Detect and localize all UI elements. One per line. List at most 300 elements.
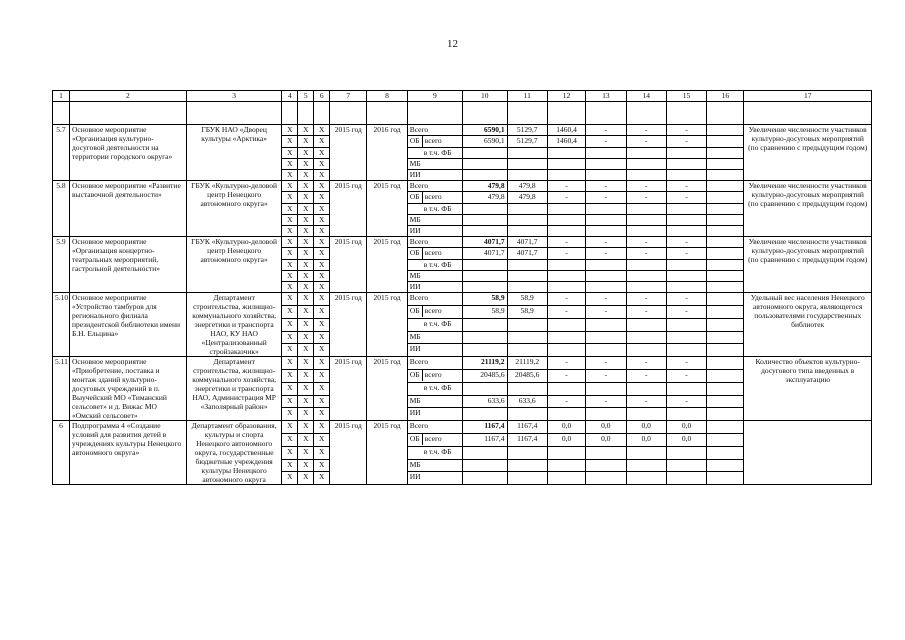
source-mb: МБ bbox=[407, 331, 462, 344]
x-mark: Х bbox=[314, 181, 330, 192]
value-cell bbox=[547, 472, 585, 485]
start-year: 2015 год bbox=[330, 125, 367, 181]
x-mark: Х bbox=[314, 226, 330, 237]
source-mb: МБ bbox=[407, 271, 462, 282]
x-mark: Х bbox=[282, 260, 298, 271]
x-mark: Х bbox=[298, 204, 314, 215]
value-cell bbox=[507, 226, 547, 237]
value-cell: - bbox=[586, 395, 626, 408]
x-mark: Х bbox=[314, 260, 330, 271]
value-cell bbox=[626, 447, 666, 460]
start-year: 2015 год bbox=[330, 181, 367, 237]
value-cell bbox=[462, 260, 507, 271]
x-mark: Х bbox=[314, 271, 330, 282]
value-cell: - bbox=[666, 192, 706, 204]
value-cell bbox=[707, 148, 744, 159]
program-table bbox=[52, 90, 872, 485]
value-cell bbox=[626, 159, 666, 170]
expected-result: Удельный вес населения Ненецкого автономного округа, являющегося пользователями государственных библиотек bbox=[744, 293, 872, 357]
source-ob bbox=[407, 192, 462, 204]
value-cell bbox=[586, 447, 626, 460]
value-cell bbox=[707, 433, 744, 447]
value-cell bbox=[707, 226, 744, 237]
value-cell bbox=[547, 260, 585, 271]
value-cell: 0,0 bbox=[547, 433, 585, 447]
value-cell bbox=[707, 421, 744, 434]
column-header: 3 bbox=[186, 91, 282, 102]
value-cell: - bbox=[626, 357, 666, 370]
x-mark: Х bbox=[282, 192, 298, 204]
source-ob bbox=[407, 433, 462, 447]
value-cell bbox=[666, 260, 706, 271]
source-ob-label: ОБ bbox=[408, 306, 423, 317]
value-cell: - bbox=[666, 136, 706, 148]
x-mark: Х bbox=[314, 319, 330, 332]
value-cell bbox=[586, 383, 626, 396]
value-cell bbox=[626, 282, 666, 293]
value-cell bbox=[507, 383, 547, 396]
x-mark: Х bbox=[314, 204, 330, 215]
source-total: Всего bbox=[407, 421, 462, 434]
value-cell: - bbox=[626, 181, 666, 192]
x-mark: Х bbox=[282, 331, 298, 344]
x-mark: Х bbox=[282, 159, 298, 170]
value-cell bbox=[666, 408, 706, 421]
x-mark: Х bbox=[298, 271, 314, 282]
spacer-row bbox=[53, 102, 872, 125]
value-cell bbox=[462, 204, 507, 215]
source-ii: ИИ bbox=[407, 408, 462, 421]
value-cell: 1460,4 bbox=[547, 125, 585, 136]
x-mark: Х bbox=[298, 136, 314, 148]
table-row bbox=[53, 125, 872, 136]
value-cell bbox=[547, 271, 585, 282]
row-number: 5.9 bbox=[53, 237, 70, 293]
column-header: 17 bbox=[744, 91, 872, 102]
value-cell bbox=[462, 319, 507, 332]
value-cell: - bbox=[547, 369, 585, 383]
value-cell: - bbox=[586, 192, 626, 204]
value-cell bbox=[707, 344, 744, 357]
source-ob-total-label: всего bbox=[424, 305, 442, 315]
value-cell bbox=[547, 383, 585, 396]
value-cell: - bbox=[666, 237, 706, 248]
column-header: 15 bbox=[666, 91, 706, 102]
x-mark: Х bbox=[298, 260, 314, 271]
header-row bbox=[53, 91, 872, 102]
expected-result: Увеличение численности участников культурно-досуговых мероприятий (по сравнению с предыдущим годом) bbox=[744, 181, 872, 237]
value-cell: - bbox=[666, 293, 706, 306]
value-cell: - bbox=[626, 136, 666, 148]
value-cell bbox=[707, 204, 744, 215]
measure-name: Основное мероприятие «Организация культурно-досуговой деятельности на территории городского округа» bbox=[69, 125, 186, 181]
value-cell bbox=[666, 319, 706, 332]
executor: Департамент строительства, жилищно-коммунального хозяйства, энергетики и транспорта НАО, КУ НАО «Централизованный стройзаказчик» bbox=[186, 293, 282, 357]
value-cell: 4071,7 bbox=[462, 248, 507, 260]
value-cell bbox=[586, 226, 626, 237]
source-ob-total-label: всего bbox=[424, 433, 442, 443]
source-ob-total-label: всего bbox=[424, 248, 442, 257]
value-cell bbox=[626, 204, 666, 215]
start-year: 2015 год bbox=[330, 237, 367, 293]
value-cell bbox=[586, 170, 626, 181]
value-cell bbox=[666, 344, 706, 357]
value-cell bbox=[666, 148, 706, 159]
value-cell: - bbox=[586, 357, 626, 370]
x-mark: Х bbox=[314, 305, 330, 319]
x-mark: Х bbox=[314, 282, 330, 293]
x-mark: Х bbox=[314, 357, 330, 370]
value-cell bbox=[707, 319, 744, 332]
value-cell bbox=[666, 459, 706, 472]
value-cell: 1167,4 bbox=[462, 433, 507, 447]
value-cell: 4071,7 bbox=[462, 237, 507, 248]
value-cell: - bbox=[626, 192, 666, 204]
value-cell bbox=[547, 447, 585, 460]
x-mark: Х bbox=[298, 192, 314, 204]
x-mark: Х bbox=[298, 472, 314, 485]
value-cell bbox=[707, 248, 744, 260]
x-mark: Х bbox=[298, 433, 314, 447]
x-mark: Х bbox=[282, 357, 298, 370]
value-cell: 479,8 bbox=[462, 181, 507, 192]
table-row bbox=[53, 237, 872, 248]
value-cell bbox=[707, 447, 744, 460]
value-cell bbox=[707, 181, 744, 192]
column-header: 5 bbox=[298, 91, 314, 102]
value-cell bbox=[586, 271, 626, 282]
value-cell bbox=[707, 271, 744, 282]
x-mark: Х bbox=[298, 248, 314, 260]
value-cell bbox=[462, 344, 507, 357]
value-cell bbox=[507, 260, 547, 271]
x-mark: Х bbox=[298, 226, 314, 237]
row-number: 5.8 bbox=[53, 181, 70, 237]
column-header: 7 bbox=[330, 91, 367, 102]
value-cell bbox=[586, 204, 626, 215]
column-header: 1 bbox=[53, 91, 70, 102]
x-mark: Х bbox=[282, 237, 298, 248]
value-cell: 0,0 bbox=[586, 421, 626, 434]
executor: Департамент строительства, жилищно-коммунального хозяйства, энергетики и транспорта НАО, Администрация МР «Заполярный район» bbox=[186, 357, 282, 421]
value-cell: - bbox=[547, 293, 585, 306]
executor: ГБУК НАО «Дворец культуры «Арктика» bbox=[186, 125, 282, 181]
value-cell bbox=[626, 226, 666, 237]
value-cell: - bbox=[547, 395, 585, 408]
value-cell: - bbox=[626, 293, 666, 306]
x-mark: Х bbox=[314, 344, 330, 357]
x-mark: Х bbox=[282, 226, 298, 237]
value-cell bbox=[547, 170, 585, 181]
value-cell bbox=[626, 459, 666, 472]
x-mark: Х bbox=[314, 433, 330, 447]
value-cell: 479,8 bbox=[507, 181, 547, 192]
value-cell bbox=[586, 215, 626, 226]
value-cell bbox=[586, 331, 626, 344]
value-cell bbox=[462, 215, 507, 226]
start-year: 2015 год bbox=[330, 357, 367, 421]
value-cell bbox=[507, 344, 547, 357]
source-total: Всего bbox=[407, 237, 462, 248]
value-cell: 58,9 bbox=[507, 293, 547, 306]
expected-result: Увеличение численности участников культурно-досуговых мероприятий (по сравнению с предыдущим годом) bbox=[744, 125, 872, 181]
source-ob-label: ОБ bbox=[408, 136, 423, 147]
source-mb: МБ bbox=[407, 459, 462, 472]
value-cell bbox=[707, 192, 744, 204]
column-header: 11 bbox=[507, 91, 547, 102]
value-cell: - bbox=[586, 248, 626, 260]
x-mark: Х bbox=[314, 383, 330, 396]
end-year: 2015 год bbox=[367, 293, 407, 357]
x-mark: Х bbox=[314, 369, 330, 383]
value-cell: 58,9 bbox=[507, 305, 547, 319]
x-mark: Х bbox=[314, 293, 330, 306]
value-cell bbox=[507, 472, 547, 485]
executor: Департамент образования, культуры и спорта Ненецкого автономного округа, государственные бюджетные учреждения культуры Ненецкого автономного округа bbox=[186, 421, 282, 485]
page-number: 12 bbox=[447, 38, 458, 50]
x-mark: Х bbox=[314, 459, 330, 472]
x-mark: Х bbox=[298, 447, 314, 460]
value-cell bbox=[462, 148, 507, 159]
value-cell: 20485,6 bbox=[507, 369, 547, 383]
source-fb: в т.ч. ФБ bbox=[407, 447, 462, 460]
value-cell bbox=[707, 472, 744, 485]
value-cell bbox=[707, 459, 744, 472]
value-cell: - bbox=[547, 192, 585, 204]
x-mark: Х bbox=[282, 344, 298, 357]
table-row bbox=[53, 293, 872, 306]
value-cell: - bbox=[586, 125, 626, 136]
value-cell: - bbox=[626, 125, 666, 136]
value-cell: - bbox=[547, 237, 585, 248]
value-cell bbox=[707, 331, 744, 344]
end-year: 2015 год bbox=[367, 421, 407, 485]
value-cell: 5129,7 bbox=[507, 125, 547, 136]
value-cell bbox=[547, 215, 585, 226]
column-header: 6 bbox=[314, 91, 330, 102]
source-ob-label: ОБ bbox=[408, 434, 423, 445]
value-cell bbox=[666, 472, 706, 485]
x-mark: Х bbox=[314, 447, 330, 460]
x-mark: Х bbox=[298, 331, 314, 344]
measure-name: Подпрограмма 4 «Создание условий для развития детей в учреждениях культуры Ненецкого автономного округа» bbox=[69, 421, 186, 485]
value-cell bbox=[626, 148, 666, 159]
x-mark: Х bbox=[314, 192, 330, 204]
x-mark: Х bbox=[282, 447, 298, 460]
value-cell bbox=[666, 271, 706, 282]
value-cell: - bbox=[586, 136, 626, 148]
value-cell: 6590,1 bbox=[462, 136, 507, 148]
value-cell: 4071,7 bbox=[507, 248, 547, 260]
value-cell bbox=[507, 282, 547, 293]
x-mark: Х bbox=[282, 319, 298, 332]
source-ii: ИИ bbox=[407, 344, 462, 357]
value-cell bbox=[586, 344, 626, 357]
value-cell bbox=[666, 383, 706, 396]
value-cell: - bbox=[626, 248, 666, 260]
x-mark: Х bbox=[314, 331, 330, 344]
value-cell: - bbox=[626, 395, 666, 408]
value-cell bbox=[666, 447, 706, 460]
x-mark: Х bbox=[282, 293, 298, 306]
value-cell bbox=[707, 125, 744, 136]
table-row bbox=[53, 181, 872, 192]
measure-name: Основное мероприятие «Развитие выставочной деятельности» bbox=[69, 181, 186, 237]
measure-name: Основное мероприятие «Приобретение, поставка и монтаж зданий культурно-досуговых учреждений в п. Выучейский МО «Тиманский сельсовет» и д. Вижас МО «Омский сельсовет» bbox=[69, 357, 186, 421]
x-mark: Х bbox=[298, 148, 314, 159]
value-cell bbox=[507, 170, 547, 181]
value-cell bbox=[707, 215, 744, 226]
value-cell: - bbox=[666, 357, 706, 370]
column-header: 10 bbox=[462, 91, 507, 102]
start-year: 2015 год bbox=[330, 293, 367, 357]
x-mark: Х bbox=[314, 159, 330, 170]
value-cell: - bbox=[586, 305, 626, 319]
value-cell bbox=[507, 319, 547, 332]
value-cell: 633,6 bbox=[462, 395, 507, 408]
value-cell bbox=[507, 148, 547, 159]
row-number: 6 bbox=[53, 421, 70, 485]
value-cell bbox=[547, 159, 585, 170]
x-mark: Х bbox=[282, 125, 298, 136]
value-cell bbox=[586, 159, 626, 170]
source-mb: МБ bbox=[407, 215, 462, 226]
x-mark: Х bbox=[282, 408, 298, 421]
value-cell bbox=[626, 383, 666, 396]
value-cell bbox=[707, 369, 744, 383]
x-mark: Х bbox=[298, 395, 314, 408]
value-cell: 633,6 bbox=[507, 395, 547, 408]
value-cell bbox=[626, 260, 666, 271]
x-mark: Х bbox=[314, 408, 330, 421]
x-mark: Х bbox=[282, 305, 298, 319]
column-header: 4 bbox=[282, 91, 298, 102]
source-total: Всего bbox=[407, 293, 462, 306]
source-fb: в т.ч. ФБ bbox=[407, 148, 462, 159]
source-fb: в т.ч. ФБ bbox=[407, 319, 462, 332]
value-cell bbox=[462, 271, 507, 282]
x-mark: Х bbox=[298, 459, 314, 472]
value-cell: - bbox=[586, 181, 626, 192]
value-cell bbox=[462, 159, 507, 170]
value-cell: 58,9 bbox=[462, 305, 507, 319]
value-cell bbox=[707, 383, 744, 396]
x-mark: Х bbox=[298, 170, 314, 181]
value-cell bbox=[547, 344, 585, 357]
x-mark: Х bbox=[298, 383, 314, 396]
value-cell: - bbox=[586, 237, 626, 248]
value-cell: - bbox=[547, 305, 585, 319]
value-cell bbox=[626, 408, 666, 421]
value-cell: - bbox=[586, 369, 626, 383]
source-ob-total-label: всего bbox=[424, 369, 442, 379]
x-mark: Х bbox=[282, 248, 298, 260]
value-cell bbox=[462, 383, 507, 396]
value-cell bbox=[586, 319, 626, 332]
source-mb: МБ bbox=[407, 159, 462, 170]
value-cell bbox=[666, 215, 706, 226]
value-cell bbox=[507, 447, 547, 460]
x-mark: Х bbox=[314, 170, 330, 181]
expected-result bbox=[744, 421, 872, 485]
source-fb: в т.ч. ФБ bbox=[407, 260, 462, 271]
value-cell bbox=[666, 159, 706, 170]
x-mark: Х bbox=[298, 305, 314, 319]
x-mark: Х bbox=[298, 408, 314, 421]
x-mark: Х bbox=[282, 136, 298, 148]
value-cell bbox=[547, 408, 585, 421]
value-cell: 6590,1 bbox=[462, 125, 507, 136]
source-ob-total-label: всего bbox=[424, 192, 442, 201]
source-fb: в т.ч. ФБ bbox=[407, 383, 462, 396]
source-ob bbox=[407, 305, 462, 319]
x-mark: Х bbox=[314, 125, 330, 136]
source-total: Всего bbox=[407, 125, 462, 136]
x-mark: Х bbox=[314, 395, 330, 408]
row-number: 5.10 bbox=[53, 293, 70, 357]
value-cell: - bbox=[666, 305, 706, 319]
value-cell bbox=[707, 293, 744, 306]
value-cell: - bbox=[666, 369, 706, 383]
value-cell bbox=[666, 282, 706, 293]
end-year: 2015 год bbox=[367, 181, 407, 237]
value-cell: 479,8 bbox=[507, 192, 547, 204]
source-ob-label: ОБ bbox=[408, 248, 423, 259]
column-header: 14 bbox=[626, 91, 666, 102]
value-cell bbox=[626, 271, 666, 282]
source-ob bbox=[407, 248, 462, 260]
value-cell bbox=[462, 408, 507, 421]
row-number: 5.7 bbox=[53, 125, 70, 181]
x-mark: Х bbox=[282, 148, 298, 159]
value-cell: 0,0 bbox=[666, 433, 706, 447]
value-cell bbox=[547, 282, 585, 293]
x-mark: Х bbox=[298, 369, 314, 383]
value-cell bbox=[507, 271, 547, 282]
table-row bbox=[53, 421, 872, 434]
value-cell bbox=[507, 159, 547, 170]
x-mark: Х bbox=[298, 282, 314, 293]
x-mark: Х bbox=[314, 237, 330, 248]
value-cell bbox=[462, 282, 507, 293]
value-cell: - bbox=[666, 248, 706, 260]
value-cell bbox=[626, 331, 666, 344]
value-cell bbox=[626, 472, 666, 485]
source-fb: в т.ч. ФБ bbox=[407, 204, 462, 215]
end-year: 2015 год bbox=[367, 357, 407, 421]
value-cell bbox=[462, 472, 507, 485]
value-cell: - bbox=[626, 369, 666, 383]
x-mark: Х bbox=[298, 319, 314, 332]
value-cell bbox=[626, 344, 666, 357]
value-cell: 1167,4 bbox=[507, 433, 547, 447]
x-mark: Х bbox=[282, 271, 298, 282]
executor: ГБУК «Культурно-деловой центр Ненецкого автономного округа» bbox=[186, 181, 282, 237]
value-cell: 4071,7 bbox=[507, 237, 547, 248]
value-cell bbox=[507, 215, 547, 226]
source-ob-label: ОБ bbox=[408, 370, 423, 381]
value-cell bbox=[626, 215, 666, 226]
x-mark: Х bbox=[282, 395, 298, 408]
value-cell bbox=[626, 170, 666, 181]
value-cell bbox=[586, 472, 626, 485]
value-cell: - bbox=[626, 305, 666, 319]
value-cell bbox=[462, 170, 507, 181]
value-cell: - bbox=[547, 248, 585, 260]
value-cell bbox=[707, 282, 744, 293]
value-cell bbox=[462, 459, 507, 472]
value-cell bbox=[547, 319, 585, 332]
